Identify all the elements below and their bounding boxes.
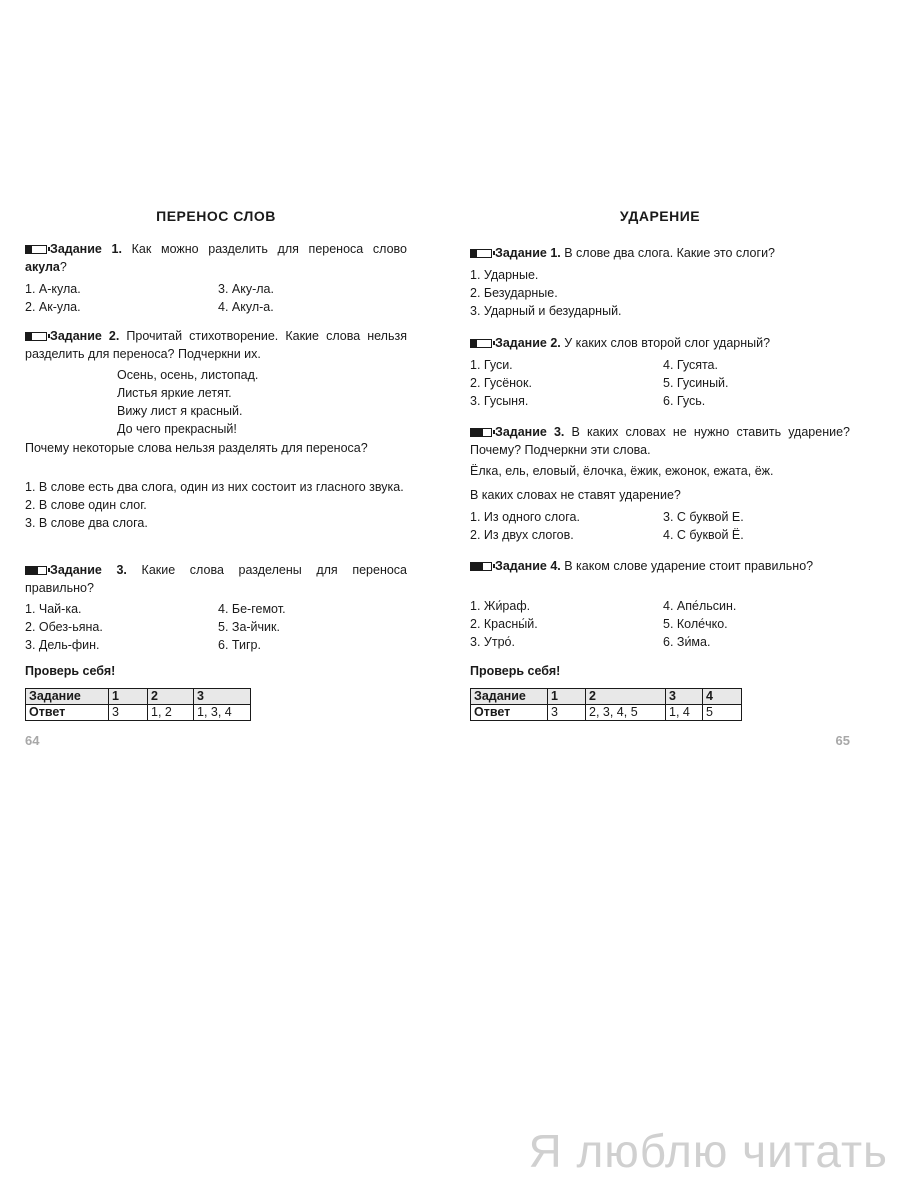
option: 6. Зи́ма. bbox=[663, 635, 711, 649]
option: 4. С буквой Ё. bbox=[663, 528, 744, 542]
option: 3. Дель-фин. bbox=[25, 638, 100, 652]
battery-mid-icon bbox=[470, 428, 492, 437]
watermark: Я люблю читать bbox=[528, 1125, 888, 1177]
option: 4. Акул-а. bbox=[218, 300, 274, 314]
table-cell: Ответ bbox=[26, 705, 109, 721]
task-3: Задание 3. Какие слова разделены для переноса правильно? bbox=[25, 563, 408, 595]
answers-table bbox=[470, 688, 850, 721]
option: 1. Чай-ка. bbox=[25, 602, 82, 616]
task-1-options bbox=[25, 280, 407, 316]
task-2: Задание 2. Прочитай стихотворение. Какие слова нельзя разделить для переноса? Подчеркни их. bbox=[25, 329, 407, 361]
check-yourself-title: Проверь себя! bbox=[470, 664, 561, 678]
poem-line: Вижу лист я красный. bbox=[117, 404, 243, 418]
option: 1. А-кула. bbox=[25, 282, 81, 296]
option: 2. В слове один слог. bbox=[25, 498, 147, 512]
task-2-options bbox=[25, 478, 407, 532]
task-2: Задание 2. У каких слов второй слог ударный? bbox=[470, 334, 850, 352]
task-3: Задание 3. В каких словах не нужно ставить ударение? Почему? Подчеркни эти слова. bbox=[470, 425, 850, 457]
table-row bbox=[471, 705, 742, 721]
table-cell: 1 bbox=[109, 689, 148, 705]
task-1-options bbox=[470, 266, 850, 320]
task-3-words: Ёлка, ель, еловый, ёлочка, ёжик, ежонок, ежата, ёж. bbox=[470, 464, 774, 478]
option: 4. Гусята. bbox=[663, 358, 718, 372]
table-cell: 2 bbox=[148, 689, 194, 705]
table-row bbox=[26, 705, 251, 721]
task-3-options bbox=[470, 508, 850, 544]
answers-table bbox=[25, 688, 407, 721]
task-3-question: В каких словах не ставят ударение? bbox=[470, 488, 681, 502]
option: 6. Гусь. bbox=[663, 394, 706, 408]
table-cell: 4 bbox=[703, 689, 742, 705]
option: 3. Аку-ла. bbox=[218, 282, 274, 296]
table-cell: 3 bbox=[666, 689, 703, 705]
table-cell: 1, 3, 4 bbox=[194, 705, 251, 721]
option: 2. Ак-ула. bbox=[25, 300, 81, 314]
battery-low-icon bbox=[25, 245, 47, 254]
option: 1. Ударные. bbox=[470, 268, 539, 282]
table-row bbox=[26, 689, 251, 705]
table-cell: 3 bbox=[109, 705, 148, 721]
table-cell: 3 bbox=[548, 705, 586, 721]
option: 6. Тигр. bbox=[218, 638, 261, 652]
table-cell: 2 bbox=[586, 689, 666, 705]
table-cell: 1, 2 bbox=[148, 705, 194, 721]
section-title: ПЕРЕНОС СЛОВ bbox=[156, 208, 276, 224]
table-row bbox=[471, 689, 742, 705]
option: 2. Обез-ьяна. bbox=[25, 620, 103, 634]
option: 1. Гуси. bbox=[470, 358, 513, 372]
table-cell: 5 bbox=[703, 705, 742, 721]
table-cell: Ответ bbox=[471, 705, 548, 721]
task-2-question: Почему некоторые слова нельзя разделять для переноса? bbox=[25, 441, 368, 455]
table-cell: Задание bbox=[471, 689, 548, 705]
option: 1. Жи́раф. bbox=[470, 599, 531, 613]
check-yourself-title: Проверь себя! bbox=[25, 664, 116, 678]
battery-low-icon bbox=[470, 249, 492, 258]
task-2-options bbox=[470, 356, 850, 410]
table-cell: Задание bbox=[26, 689, 109, 705]
task-4: Задание 4. В каком слове ударение стоит правильно? bbox=[470, 557, 850, 575]
option: 3. В слове два слога. bbox=[25, 516, 148, 530]
option: 3. Утро́. bbox=[470, 635, 515, 649]
option: 2. Красны́й. bbox=[470, 617, 538, 631]
task-1: Задание 1. В слове два слога. Какие это слоги? bbox=[470, 244, 850, 262]
option: 2. Безударные. bbox=[470, 286, 558, 300]
page-number: 64 bbox=[25, 733, 40, 748]
option: 4. Бе-гемот. bbox=[218, 602, 286, 616]
option: 1. В слове есть два слога, один из них состоит из гласного звука. bbox=[25, 480, 404, 494]
option: 4. Апе́льсин. bbox=[663, 599, 737, 613]
table-cell: 1, 4 bbox=[666, 705, 703, 721]
battery-low-icon bbox=[470, 339, 492, 348]
battery-low-icon bbox=[25, 332, 47, 341]
option: 5. Коле́чко. bbox=[663, 617, 728, 631]
task-4-options bbox=[470, 597, 850, 651]
option: 5. За-йчик. bbox=[218, 620, 280, 634]
table-cell: 1 bbox=[548, 689, 586, 705]
option: 2. Гусёнок. bbox=[470, 376, 532, 390]
option: 3. С буквой Е. bbox=[663, 510, 744, 524]
section-title: УДАРЕНИЕ bbox=[619, 208, 701, 224]
poem-line: Осень, осень, листопад. bbox=[117, 368, 259, 382]
task-3-options bbox=[25, 600, 407, 654]
poem-line: До чего прекрасный! bbox=[117, 422, 237, 436]
option: 2. Из двух слогов. bbox=[470, 528, 574, 542]
task-1: Задание 1. Как можно разделить для переноса слово акула? bbox=[25, 242, 407, 274]
table-cell: 3 bbox=[194, 689, 251, 705]
poem-line: Листья яркие летят. bbox=[117, 386, 232, 400]
poem bbox=[25, 366, 407, 438]
option: 5. Гусиный. bbox=[663, 376, 729, 390]
option: 1. Из одного слога. bbox=[470, 510, 580, 524]
page-number: 65 bbox=[835, 733, 850, 748]
battery-mid-icon bbox=[25, 566, 47, 575]
table-cell: 2, 3, 4, 5 bbox=[586, 705, 666, 721]
battery-mid-icon bbox=[470, 562, 492, 571]
option: 3. Ударный и безударный. bbox=[470, 304, 622, 318]
option: 3. Гусыня. bbox=[470, 394, 529, 408]
